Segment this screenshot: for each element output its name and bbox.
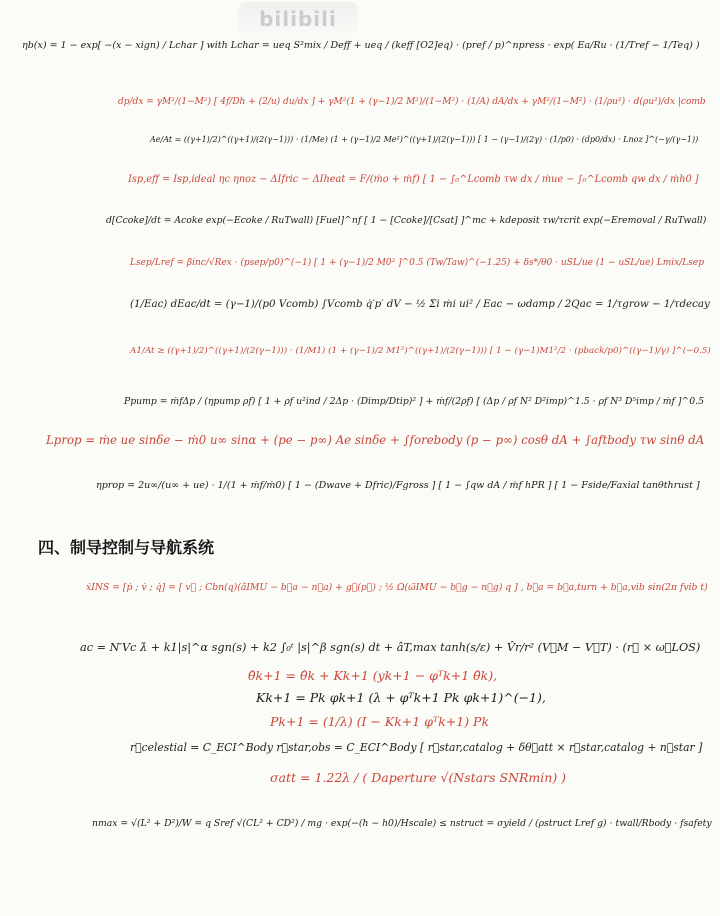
equation-coke-deposition: d[Ccoke]/dt = Acoke exp(−Ecoke / RuTwall) [Fuel]^nf [ 1 − [Ccoke]/[Csat] ]^mc + kdeposit τw/τcrit exp(−Eremoval / RuTwall): [106, 215, 707, 226]
equation-ins-state: ẋINS = [ṗ ; v̇ ; q̇] = [ v⃗ ; Cbn(q)(ãIMU − b⃗a − n⃗a) + g⃗(p⃗) ; ½ Ω(ω̃IMU − b⃗g − n⃗g) q ] , b⃗a = b⃗a,turn + b⃗a,vib sin(2π fvib t): [86, 582, 708, 593]
equation-combustion-efficiency: ηb(x) = 1 − exp[ −(x − xign) / Lchar ] with Lchar = ueq S²mix / Deff + ueq / (keff [O2]eq) · (pref / p)^npress · exp( Ea/Ru · (1/Tref − 1/Teq) ): [22, 40, 700, 51]
equation-max-load-factor: nmax = √(L² + D²)/W = q Sref √(CL² + CD²) / mg · exp(−(h − h0)/Hscale) ≤ nstruct = σyield / (ρstruct Lref g) · twall/Rbody · fsafety: [92, 818, 712, 829]
equation-parameter-update: θ̂k+1 = θ̂k + Kk+1 (yk+1 − φᵀk+1 θ̂k),: [248, 668, 498, 683]
equation-pressure-gradient: dp/dx = γM²/(1−M²) [ 4f/Dh + (2/u) du/dx ] + γM²(1 + (γ−1)/2 M²)/(1−M²) · (1/A) dA/dx + γM²/(1−M²) · (1/ρu²) · d(ρu²)/dx |comb: [118, 97, 706, 107]
equation-nozzle-area-ratio: Ae/At = ((γ+1)/2)^((γ+1)/(2(γ−1))) · (1/Me) (1 + (γ−1)/2 Me²)^((γ+1)/(2(γ−1))) [ 1 − (γ−1)/(2γ) · (1/p0) · (dp0/dx) · Lnoz ]^(−γ/(γ−1)): [150, 135, 699, 144]
equation-attitude-accuracy: σatt = 1.22λ / ( Daperture √(Nstars SNRmin) ): [270, 770, 567, 785]
equation-specific-impulse: Isp,eff = Isp,ideal ηc ηnoz − ΔIfric − ΔIheat = F/(ṁo + ṁf) [ 1 − ∫₀^Lcomb τw dx / ṁue − ∫₀^Lcomb qw dx / ṁh0 ]: [128, 174, 699, 185]
video-watermark-logo: bilibili: [238, 2, 358, 36]
equation-covariance-update: Pk+1 = (1/λ) (I − Kk+1 φᵀk+1) Pk: [270, 714, 490, 729]
section-heading-guidance-navigation: 四、制导控制与导航系统: [38, 538, 215, 557]
equation-acoustic-energy: (1/Eac) dEac/dt = (γ−1)/(p0 Vcomb) ∫Vcomb q̇′p′ dV − ½ Σi ṁi ui² / Eac − ωdamp / 2Qac = 1/τgrow − 1/τdecay: [130, 298, 710, 310]
equation-gain-update: Kk+1 = Pk φk+1 (λ + φᵀk+1 Pk φk+1)^(−1),: [256, 690, 546, 705]
equation-inlet-starting-ratio: A1/At ≥ ((γ+1)/2)^((γ+1)/(2(γ−1))) · (1/M1) (1 + (γ−1)/2 M1²)^((γ+1)/(2(γ−1))) [ 1 − (γ−1)M1²/2 · (pback/p0)^((γ−1)/γ) ]^(−0.5): [130, 346, 711, 356]
equation-pump-power: Ppump = ṁfΔp / (ηpump ρf) [ 1 + ρf u²ind / 2Δp · (Dimp/Dtip)² ] + ṁf/(2ρf) [ (Δp / ρf N² D²imp)^1.5 · ρf N³ D⁵imp / ṁf ]^0.5: [124, 396, 704, 407]
equation-celestial-vector: r⃗celestial = C_ECI^Body r⃗star,obs = C_ECI^Body [ r⃗star,catalog + δθ⃗att × r⃗star,catalog + n⃗star ]: [130, 741, 703, 754]
equation-guidance-acceleration: ac = N′Vc λ̇ + k1|s|^α sgn(s) + k2 ∫₀ᵗ |s|^β sgn(s) dt + âT,max tanh(s/ε) + V̂r/r² (V⃗M − V⃗T) · (r⃗ × ω⃗LOS): [80, 641, 701, 654]
equation-propulsive-efficiency: ηprop = 2u∞/(u∞ + ue) · 1/(1 + ṁf/ṁ0) [ 1 − (Dwave + Dfric)/Fgross ] [ 1 − ∫qw dA / ṁf hPR ] [ 1 − Fside/Faxial tanθthrust ]: [96, 480, 700, 491]
equation-propulsive-lift: Lprop = ṁe ue sinδe − ṁ0 u∞ sinα + (pe − p∞) Ae sinδe + ∫forebody (p − p∞) cosθ dA + ∫aftbody τw sinθ dA: [46, 433, 705, 447]
equation-separation-length: Lsep/Lref = βinc/√Rex · (psep/p0)^(−1) [ 1 + (γ−1)/2 M0² ]^0.5 (Tw/Taw)^(−1.25) + δs*/θ0 · uSL/ue (1 − uSL/ue) Lmix/Lsep: [130, 258, 704, 268]
